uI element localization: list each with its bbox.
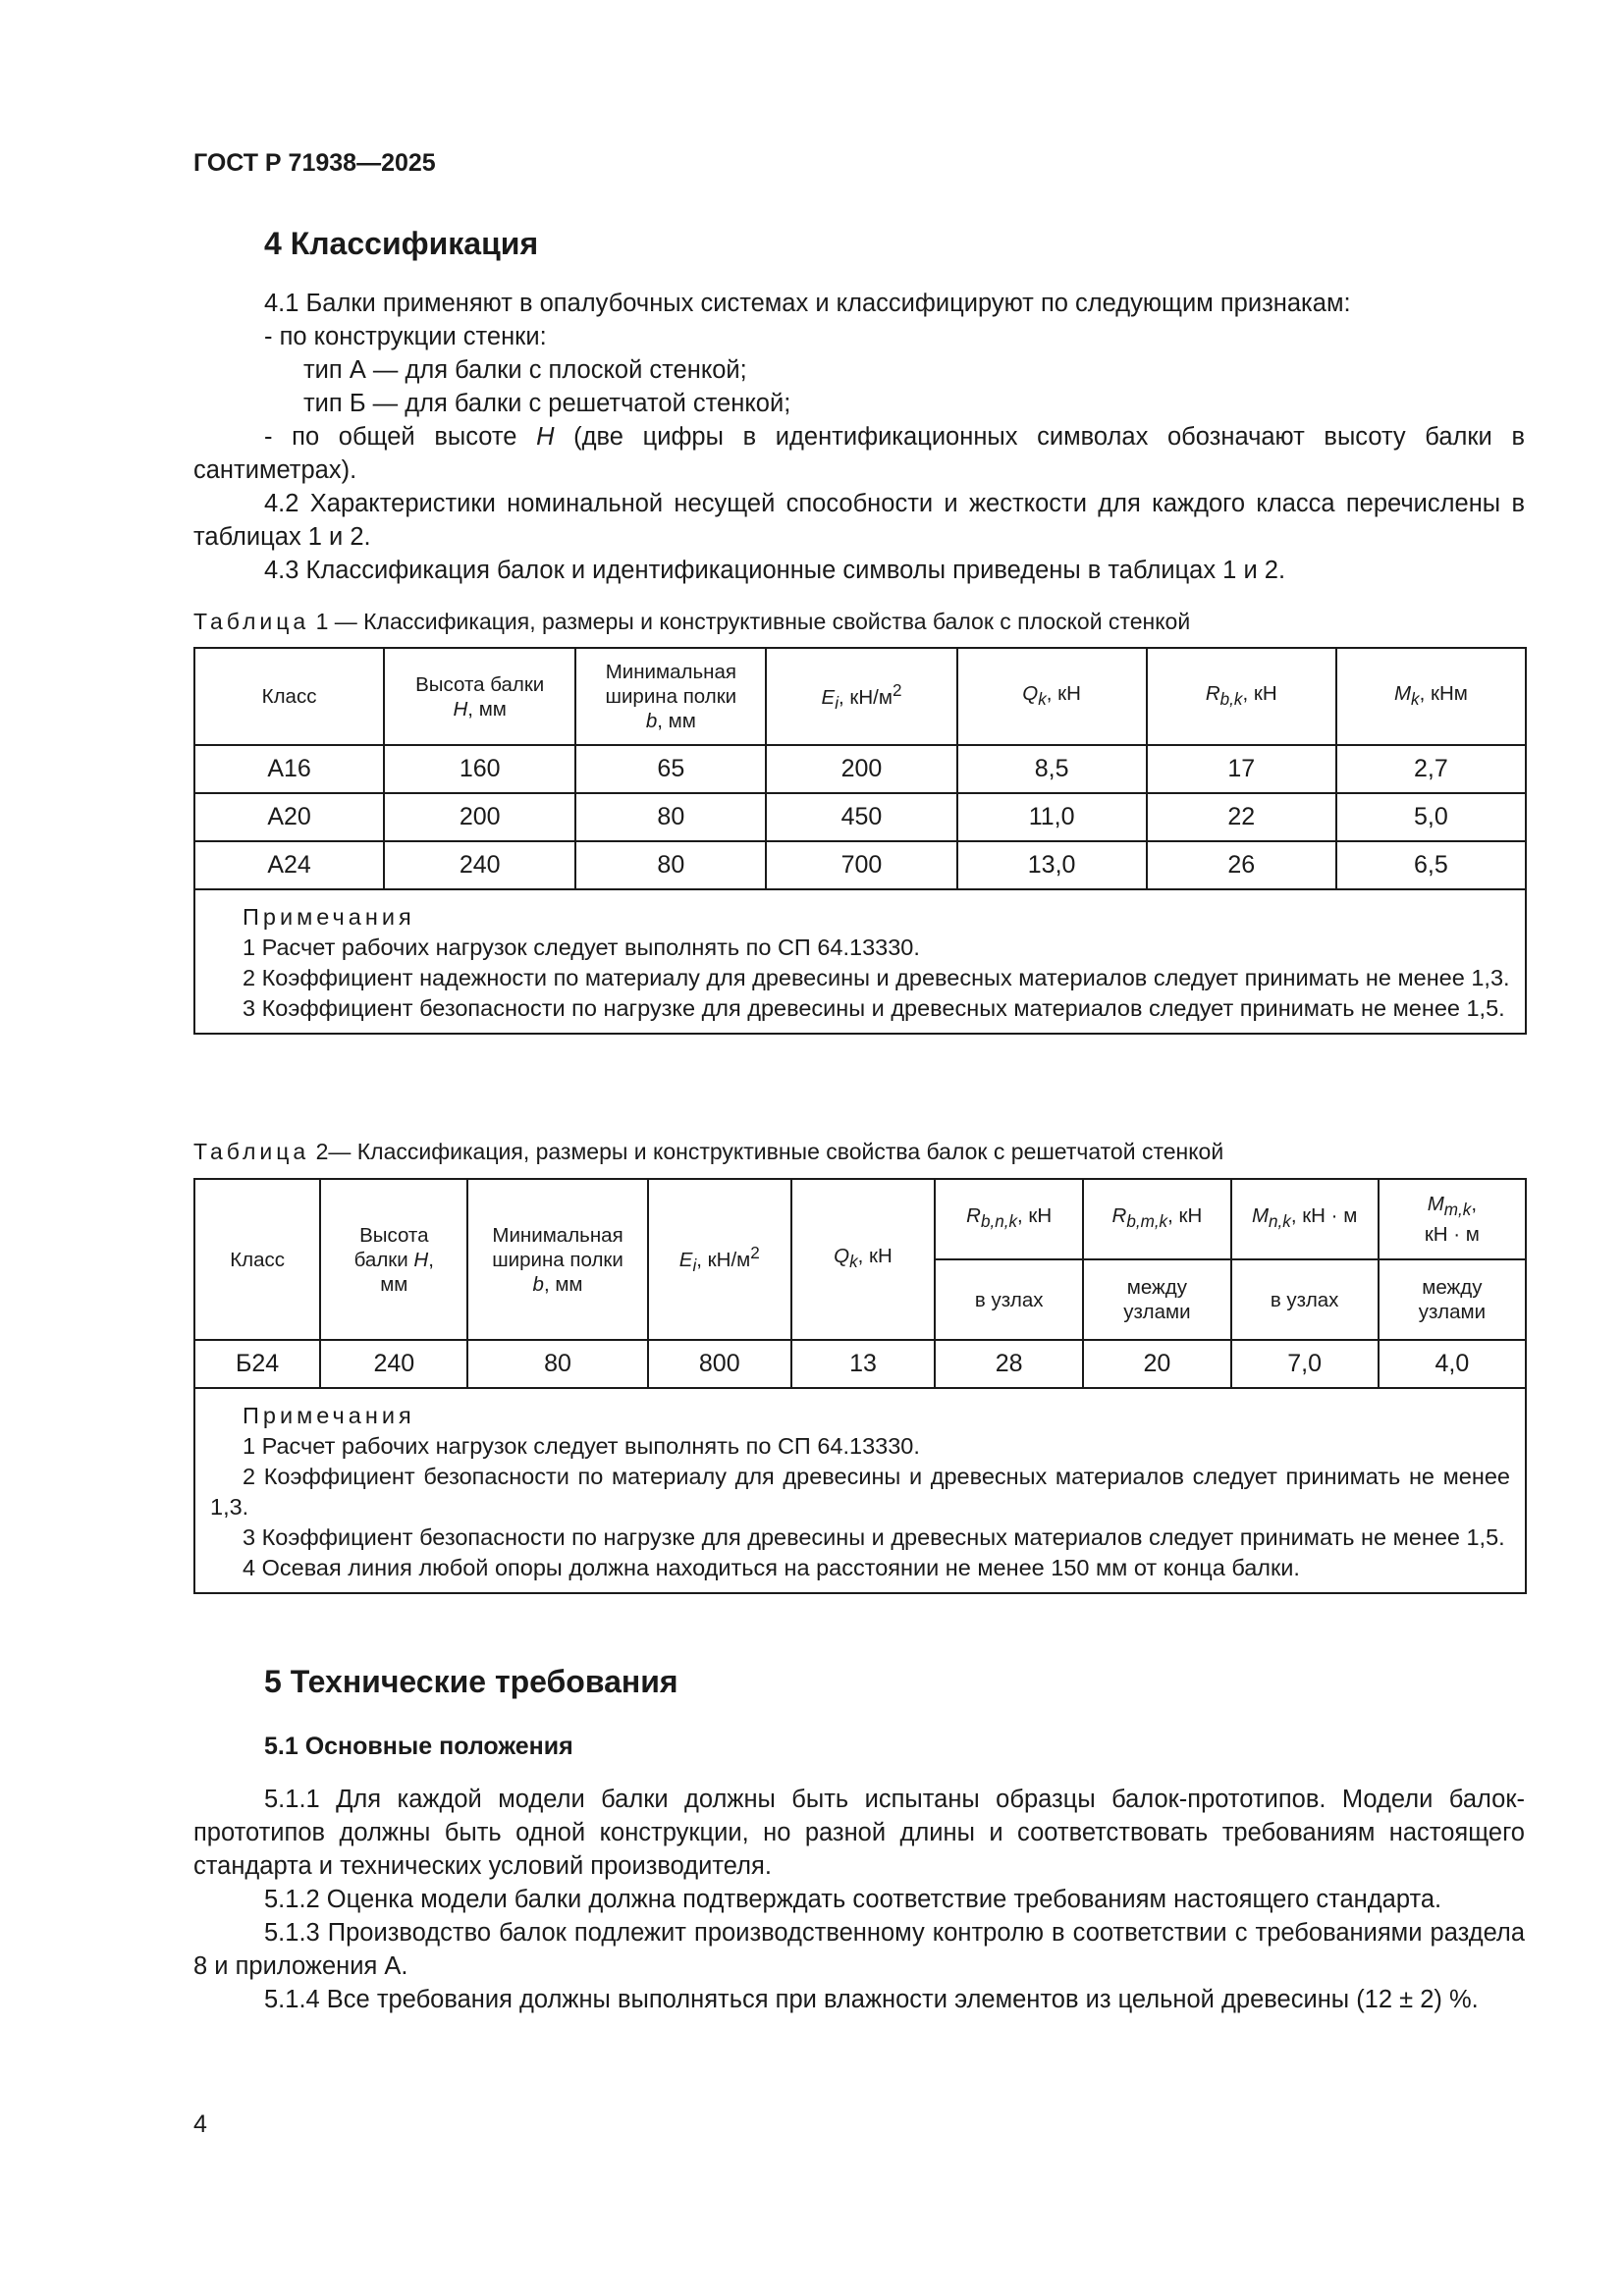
t2-mm-line1 (1383, 1192, 1521, 1222)
table-cell: 5,0 (1336, 793, 1526, 841)
t2-header-width-l2: ширина полки (492, 1248, 623, 1271)
t2-header-width-l3 (472, 1272, 642, 1297)
table-cell: 11,0 (957, 793, 1147, 841)
table-2-caption (193, 1139, 1223, 1165)
t1-e-sub: i (835, 693, 839, 713)
t1-e-unit: , кН/м (838, 685, 893, 709)
table-2 (193, 1178, 1527, 1594)
table-cell: А20 (194, 793, 384, 841)
para-4-3: 4.3 Классификация балок и идентификационные символы приведены в таблицах 1 и 2. (264, 557, 1286, 584)
table-2-notes (194, 1388, 1526, 1593)
table-2-caption-label: Таблица (193, 1139, 310, 1164)
bullet-type-b: тип Б — для балки с решетчатой стенкой; (303, 390, 791, 417)
table-1-note-1: 1 Расчет рабочих нагрузок следует выполнять по СП 64.13330. (243, 934, 920, 960)
t2-sub-between-1 (1083, 1259, 1230, 1340)
table-cell: 80 (575, 793, 766, 841)
t2-q-sym: Q (834, 1245, 850, 1268)
table-1-caption-text: 1 — Классификация, размеры и конструктивные свойства балок с плоской стенкой (309, 609, 1191, 634)
t1-q-unit: , кН (1046, 681, 1081, 705)
table-cell: 450 (766, 793, 956, 841)
table-cell: 200 (766, 745, 956, 793)
t1-header-width-unit: , мм (657, 710, 696, 732)
t2-mn-unit: , кН · м (1290, 1204, 1358, 1228)
table-1-notes-row (194, 889, 1526, 1034)
t1-header-height-sym: H (453, 697, 468, 721)
t2-sub-between-1-l2: узлами (1123, 1301, 1191, 1323)
t2-e-sub: i (692, 1255, 697, 1275)
t2-rn-sym: R (966, 1204, 981, 1228)
t2-rm-sub: b,m,k (1126, 1212, 1168, 1232)
table-1-note-3: 3 Коэффициент безопасности по нагрузке для древесины и древесных материалов следует принимать не менее 1,5. (243, 995, 1505, 1021)
table-1-notes-title: Примечания (243, 904, 415, 930)
section-4-body (193, 287, 1525, 587)
t2-e-sup: 2 (750, 1244, 760, 1263)
bullet-height (193, 420, 1525, 487)
t1-header-width-l3 (580, 709, 761, 733)
t2-rm-sym: R (1111, 1204, 1127, 1228)
t2-rn-sub: b,n,k (980, 1212, 1018, 1232)
table-2-note-1: 1 Расчет рабочих нагрузок следует выполнять по СП 64.13330. (243, 1433, 920, 1459)
table-2-header-row (194, 1179, 1526, 1259)
table-row (194, 793, 1526, 841)
t1-header-height (384, 648, 575, 745)
table-row (194, 841, 1526, 889)
t2-q-unit: , кН (857, 1245, 893, 1268)
t2-mm-post: , (1471, 1192, 1478, 1215)
table-2-note-2: 2 Коэффициент безопасности по материалу для древесины и древесных материалов следует принимать не менее 1,3. (210, 1464, 1510, 1520)
t1-m-sym: M (1393, 681, 1412, 705)
bullet-height-post: (две цифры в идентификационных символах обозначают высоту балки в сантиметрах). (193, 423, 1525, 484)
table-cell: 4,0 (1379, 1340, 1526, 1388)
table-1-header-row (194, 648, 1526, 745)
section-4-title: 4 Классификация (264, 226, 539, 261)
t2-header-width-unit: , мм (543, 1272, 583, 1296)
t2-header-width-sym: b (532, 1272, 544, 1296)
t1-header-width (575, 648, 766, 745)
table-row (194, 1340, 1526, 1388)
table-2-notes-row (194, 1388, 1526, 1593)
bullet-height-symbol: H (536, 423, 555, 451)
table-cell: 13,0 (957, 841, 1147, 889)
t2-q-sub: k (849, 1253, 858, 1272)
table-cell: 6,5 (1336, 841, 1526, 889)
bullet-wall-type: - по конструкции стенки: (264, 323, 547, 350)
table-2-note-4: 4 Осевая линия любой опоры должна находиться на расстоянии не менее 150 мм от конца балки. (243, 1555, 1300, 1580)
t2-sub-between-2-l2: узлами (1418, 1301, 1487, 1323)
t2-mm-unit: кН · м (1424, 1223, 1480, 1247)
t2-header-height-post: , (428, 1248, 434, 1271)
bullet-type-a: тип А — для балки с плоской стенкой; (303, 356, 747, 384)
para-4-1: 4.1 Балки применяют в опалубочных системах и классифицируют по следующим признакам: (264, 290, 1351, 317)
table-cell: 22 (1147, 793, 1336, 841)
t1-q-sub: k (1038, 690, 1047, 710)
table-1 (193, 647, 1527, 1035)
t1-header-width-l2: ширина полки (605, 685, 737, 708)
t1-e-sym: E (821, 685, 836, 709)
t2-sub-between-1-l1: между (1126, 1276, 1187, 1299)
bullet-height-pre: - по общей высоте (264, 423, 537, 451)
t2-sub-between-2 (1379, 1259, 1526, 1340)
t2-mm-sub: m,k (1443, 1201, 1472, 1220)
page-number: 4 (193, 2110, 207, 2138)
para-5-1-3: 5.1.3 Производство балок подлежит производственному контролю в соответствии с требованиями раздела 8 и приложения А. (193, 1919, 1525, 1980)
section-5-title: 5 Технические требования (264, 1664, 678, 1699)
para-4-2: 4.2 Характеристики номинальной несущей способности и жесткости для каждого класса перечислены в таблицах 1 и 2. (193, 490, 1525, 551)
t2-sub-nodes-1: в узлах (935, 1259, 1083, 1340)
t1-header-height-l1: Высота балки (415, 672, 545, 696)
table-1-caption (193, 609, 1190, 635)
table-cell: 13 (791, 1340, 935, 1388)
t2-header-shear (791, 1179, 935, 1340)
t1-header-class: Класс (194, 648, 384, 745)
t2-header-support-between (1083, 1179, 1230, 1259)
table-cell: 8,5 (957, 745, 1147, 793)
table-cell: А16 (194, 745, 384, 793)
table-cell: 800 (648, 1340, 791, 1388)
t2-header-moment-nodes (1231, 1179, 1379, 1259)
document-code: ГОСТ Р 71938—2025 (193, 149, 436, 177)
t2-header-height-sym: H (413, 1248, 429, 1271)
t1-header-moment (1336, 648, 1526, 745)
table-cell: 240 (384, 841, 575, 889)
table-cell: 80 (467, 1340, 647, 1388)
t1-r-unit: , кН (1242, 681, 1277, 705)
t1-m-sub: k (1411, 690, 1420, 710)
t2-header-width (467, 1179, 647, 1340)
table-1-notes (194, 889, 1526, 1034)
section-5-body (193, 1783, 1525, 2016)
table-cell: Б24 (194, 1340, 320, 1388)
t2-header-height-pre: балки (353, 1248, 414, 1271)
para-5-1-4: 5.1.4 Все требования должны выполняться при влажности элементов из цельной древесины (12 ± 2) %. (264, 1986, 1479, 2013)
t2-rn-unit: , кН (1017, 1204, 1053, 1228)
t2-header-height-l1: Высота (359, 1223, 429, 1247)
table-1-note-2: 2 Коэффициент надежности по материалу для древесины и древесных материалов следует принимать не менее 1,3. (243, 965, 1510, 990)
table-2-note-3: 3 Коэффициент безопасности по нагрузке для древесины и древесных материалов следует принимать не менее 1,5. (243, 1524, 1505, 1550)
t2-header-moment-between (1379, 1179, 1526, 1259)
table-cell: 65 (575, 745, 766, 793)
table-row (194, 745, 1526, 793)
table-2-notes-title: Примечания (243, 1403, 415, 1428)
table-cell: 200 (384, 793, 575, 841)
t2-header-width-l1: Минимальная (492, 1223, 623, 1247)
table-cell: 20 (1083, 1340, 1230, 1388)
t1-e-sup: 2 (892, 680, 902, 700)
table-cell: 160 (384, 745, 575, 793)
t2-sub-nodes-2: в узлах (1231, 1259, 1379, 1340)
t1-header-width-l1: Минимальная (605, 661, 736, 683)
para-5-1-2: 5.1.2 Оценка модели балки должна подтверждать соответствие требованиям настоящего стандарта. (264, 1886, 1442, 1913)
t1-r-sub: b,k (1219, 690, 1243, 710)
t1-header-support (1147, 648, 1336, 745)
t2-rm-unit: , кН (1167, 1204, 1203, 1228)
table-1-caption-label: Таблица (193, 609, 310, 634)
table-cell: 28 (935, 1340, 1083, 1388)
t2-e-unit: , кН/м (696, 1248, 751, 1271)
table-cell: А24 (194, 841, 384, 889)
table-2-caption-text: 2— Классификация, размеры и конструктивные свойства балок с решетчатой стенкой (309, 1139, 1224, 1164)
t2-header-support-nodes (935, 1179, 1083, 1259)
t2-mm-sym: M (1427, 1192, 1444, 1215)
t1-q-sym: Q (1022, 681, 1039, 705)
t1-header-height-l2 (389, 697, 570, 721)
t1-r-sym: R (1205, 681, 1220, 705)
t2-sub-between-2-l1: между (1422, 1276, 1483, 1299)
table-cell: 17 (1147, 745, 1336, 793)
t2-header-height-l3: мм (380, 1272, 408, 1296)
t1-header-modulus (766, 648, 956, 745)
section-5-1-title: 5.1 Основные положения (264, 1733, 573, 1760)
table-cell: 80 (575, 841, 766, 889)
t2-header-class: Класс (194, 1179, 320, 1340)
table-cell: 2,7 (1336, 745, 1526, 793)
table-cell: 700 (766, 841, 956, 889)
t1-header-height-unit: , мм (467, 697, 507, 721)
t2-header-height (320, 1179, 467, 1340)
t2-mn-sym: M (1251, 1204, 1270, 1228)
t1-header-shear (957, 648, 1147, 745)
table-cell: 240 (320, 1340, 467, 1388)
t1-header-width-sym: b (645, 710, 658, 732)
t2-header-modulus (648, 1179, 791, 1340)
t2-e-sym: E (678, 1248, 693, 1271)
para-5-1-1: 5.1.1 Для каждой модели балки должны быть испытаны образцы балок-прототипов. Модели балок-прототипов должны быть одной конструкции, но разной длины и соответствовать требованиям настоящего стандарта и технических условий производителя. (193, 1786, 1525, 1880)
t2-header-height-l2 (325, 1248, 462, 1272)
table-cell: 26 (1147, 841, 1336, 889)
t1-m-unit: , кНм (1419, 681, 1468, 705)
t2-mn-sub: n,k (1269, 1212, 1291, 1232)
table-cell: 7,0 (1231, 1340, 1379, 1388)
